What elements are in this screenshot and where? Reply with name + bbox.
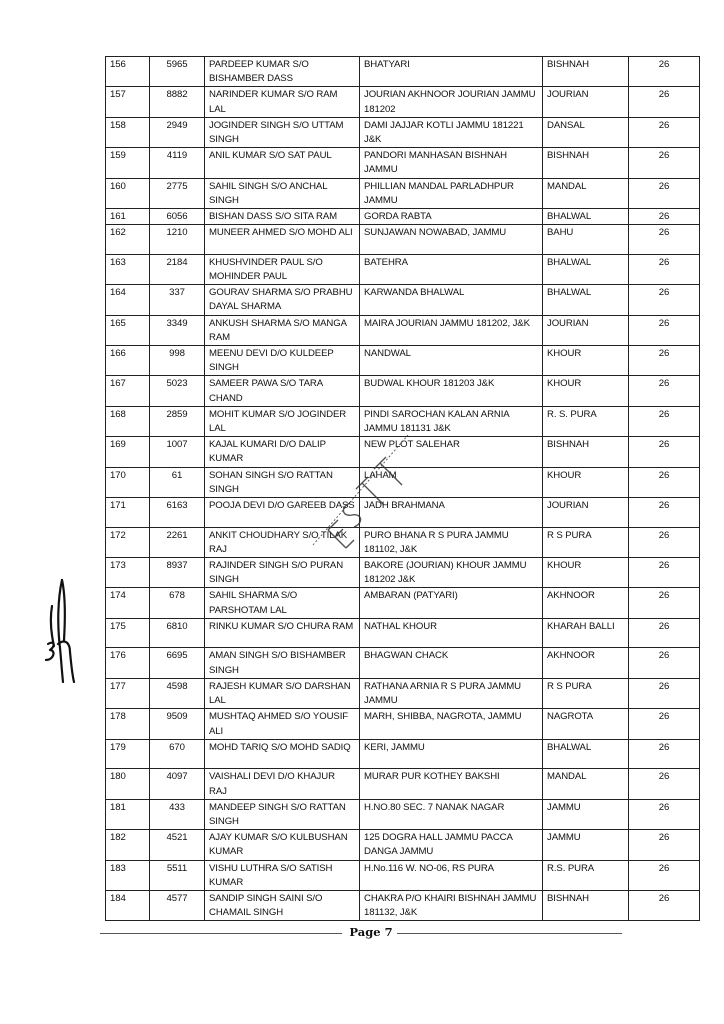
address-cell: BHATYARI: [360, 57, 543, 87]
address-cell: PANDORI MANHASAN BISHNAH JAMMU: [360, 148, 543, 178]
serial-number-cell: 183: [106, 860, 150, 890]
name-cell: NARINDER KUMAR S/O RAM LAL: [205, 87, 360, 117]
footer-rule-right: [397, 933, 622, 934]
block-cell: R S PURA: [543, 678, 629, 708]
name-cell: MOHD TARIQ S/O MOHD SADIQ: [205, 739, 360, 769]
name-cell: MUSHTAQ AHMED S/O YOUSIF ALI: [205, 709, 360, 739]
table-row: [106, 739, 700, 769]
value-cell: 26: [629, 739, 700, 769]
name-cell: POOJA DEVI D/O GAREEB DASS: [205, 498, 360, 528]
block-cell: KHOUR: [543, 346, 629, 376]
value-cell: 26: [629, 588, 700, 618]
id-number-cell: 998: [150, 346, 205, 376]
address-cell: GORDA RABTA: [360, 209, 543, 225]
name-cell: SAMEER PAWA S/O TARA CHAND: [205, 376, 360, 406]
block-cell: KHOUR: [543, 558, 629, 588]
value-cell: 26: [629, 437, 700, 467]
id-number-cell: 670: [150, 739, 205, 769]
table-row: [106, 285, 700, 315]
serial-number-cell: 180: [106, 769, 150, 799]
table-row: [106, 254, 700, 284]
address-cell: PURO BHANA R S PURA JAMMU 181102, J&K: [360, 527, 543, 557]
block-cell: R S PURA: [543, 527, 629, 557]
table-row: [106, 618, 700, 648]
id-number-cell: 4097: [150, 769, 205, 799]
address-cell: MARH, SHIBBA, NAGROTA, JAMMU: [360, 709, 543, 739]
table-row: [106, 588, 700, 618]
block-cell: BHALWAL: [543, 285, 629, 315]
address-cell: NEW PLOT SALEHAR: [360, 437, 543, 467]
value-cell: 26: [629, 558, 700, 588]
serial-number-cell: 168: [106, 406, 150, 436]
table-row: [106, 648, 700, 678]
value-cell: 26: [629, 799, 700, 829]
block-cell: JOURIAN: [543, 498, 629, 528]
serial-number-cell: 158: [106, 117, 150, 147]
table-row: [106, 799, 700, 829]
address-cell: BHAGWAN CHACK: [360, 648, 543, 678]
serial-number-cell: 164: [106, 285, 150, 315]
id-number-cell: 2184: [150, 254, 205, 284]
id-number-cell: 6163: [150, 498, 205, 528]
address-cell: RATHANA ARNIA R S PURA JAMMU JAMMU: [360, 678, 543, 708]
name-cell: RAJINDER SINGH S/O PURAN SINGH: [205, 558, 360, 588]
block-cell: MANDAL: [543, 178, 629, 208]
id-number-cell: 5965: [150, 57, 205, 87]
block-cell: JAMMU: [543, 830, 629, 860]
address-cell: PINDI SAROCHAN KALAN ARNIA JAMMU 181131 J&K: [360, 406, 543, 436]
value-cell: 26: [629, 467, 700, 497]
address-cell: PHILLIAN MANDAL PARLADHPUR JAMMU: [360, 178, 543, 208]
block-cell: AKHNOOR: [543, 648, 629, 678]
id-number-cell: 1007: [150, 437, 205, 467]
table-row: [106, 209, 700, 225]
table-row: [106, 709, 700, 739]
name-cell: GOURAV SHARMA S/O PRABHU DAYAL SHARMA: [205, 285, 360, 315]
serial-number-cell: 157: [106, 87, 150, 117]
id-number-cell: 6695: [150, 648, 205, 678]
address-cell: MURAR PUR KOTHEY BAKSHI: [360, 769, 543, 799]
address-cell: JOURIAN AKHNOOR JOURIAN JAMMU 181202: [360, 87, 543, 117]
value-cell: 26: [629, 346, 700, 376]
value-cell: 26: [629, 57, 700, 87]
block-cell: NAGROTA: [543, 709, 629, 739]
value-cell: 26: [629, 860, 700, 890]
name-cell: MANDEEP SINGH S/O RATTAN SINGH: [205, 799, 360, 829]
table-row: [106, 830, 700, 860]
name-cell: ANKIT CHOUDHARY S/O TILAK RAJ: [205, 527, 360, 557]
block-cell: KHARAH BALLI: [543, 618, 629, 648]
serial-number-cell: 181: [106, 799, 150, 829]
block-cell: AKHNOOR: [543, 588, 629, 618]
page-number: Page 7: [349, 925, 393, 939]
value-cell: 26: [629, 178, 700, 208]
name-cell: SAHIL SINGH S/O ANCHAL SINGH: [205, 178, 360, 208]
name-cell: KAJAL KUMARI D/O DALIP KUMAR: [205, 437, 360, 467]
block-cell: R. S. PURA: [543, 406, 629, 436]
value-cell: 26: [629, 225, 700, 255]
serial-number-cell: 174: [106, 588, 150, 618]
name-cell: BISHAN DASS S/O SITA RAM: [205, 209, 360, 225]
page-footer: [100, 925, 622, 941]
table-row: [106, 860, 700, 890]
name-cell: MUNEER AHMED S/O MOHD ALI: [205, 225, 360, 255]
serial-number-cell: 178: [106, 709, 150, 739]
id-number-cell: 4577: [150, 890, 205, 920]
name-cell: MOHIT KUMAR S/O JOGINDER LAL: [205, 406, 360, 436]
name-cell: AMAN SINGH S/O BISHAMBER SINGH: [205, 648, 360, 678]
footer-rule-left: [100, 933, 342, 934]
block-cell: BISHNAH: [543, 890, 629, 920]
value-cell: 26: [629, 830, 700, 860]
table-row: [106, 57, 700, 87]
value-cell: 26: [629, 148, 700, 178]
block-cell: JAMMU: [543, 799, 629, 829]
value-cell: 26: [629, 648, 700, 678]
block-cell: MANDAL: [543, 769, 629, 799]
address-cell: BUDWAL KHOUR 181203 J&K: [360, 376, 543, 406]
id-number-cell: 6056: [150, 209, 205, 225]
value-cell: 26: [629, 254, 700, 284]
value-cell: 26: [629, 117, 700, 147]
address-cell: DAMI JAJJAR KOTLI JAMMU 181221 J&K: [360, 117, 543, 147]
serial-number-cell: 156: [106, 57, 150, 87]
name-cell: ANIL KUMAR S/O SAT PAUL: [205, 148, 360, 178]
table-row: [106, 225, 700, 255]
value-cell: 26: [629, 890, 700, 920]
serial-number-cell: 169: [106, 437, 150, 467]
address-cell: H.No.116 W. NO-06, RS PURA: [360, 860, 543, 890]
address-cell: CHAKRA P/O KHAIRI BISHNAH JAMMU 181132, J&K: [360, 890, 543, 920]
address-cell: JADH BRAHMANA: [360, 498, 543, 528]
serial-number-cell: 161: [106, 209, 150, 225]
value-cell: 26: [629, 209, 700, 225]
serial-number-cell: 179: [106, 739, 150, 769]
serial-number-cell: 166: [106, 346, 150, 376]
name-cell: VAISHALI DEVI D/O KHAJUR RAJ: [205, 769, 360, 799]
name-cell: ANKUSH SHARMA S/O MANGA RAM: [205, 315, 360, 345]
handwritten-signature: [40, 578, 80, 683]
name-cell: AJAY KUMAR S/O KULBUSHAN KUMAR: [205, 830, 360, 860]
address-cell: NANDWAL: [360, 346, 543, 376]
table-row: [106, 117, 700, 147]
id-number-cell: 6810: [150, 618, 205, 648]
serial-number-cell: 160: [106, 178, 150, 208]
id-number-cell: 4521: [150, 830, 205, 860]
value-cell: 26: [629, 527, 700, 557]
name-cell: RINKU KUMAR S/O CHURA RAM: [205, 618, 360, 648]
id-number-cell: 1210: [150, 225, 205, 255]
id-number-cell: 9509: [150, 709, 205, 739]
id-number-cell: 3349: [150, 315, 205, 345]
id-number-cell: 5511: [150, 860, 205, 890]
block-cell: BAHU: [543, 225, 629, 255]
id-number-cell: 678: [150, 588, 205, 618]
address-cell: KERI, JAMMU: [360, 739, 543, 769]
id-number-cell: 61: [150, 467, 205, 497]
block-cell: BHALWAL: [543, 739, 629, 769]
block-cell: BISHNAH: [543, 148, 629, 178]
name-cell: JOGINDER SINGH S/O UTTAM SINGH: [205, 117, 360, 147]
serial-number-cell: 182: [106, 830, 150, 860]
block-cell: BHALWAL: [543, 254, 629, 284]
block-cell: BISHNAH: [543, 57, 629, 87]
diagonal-stamp-mark: [298, 425, 418, 555]
value-cell: 26: [629, 406, 700, 436]
id-number-cell: 8882: [150, 87, 205, 117]
serial-number-cell: 159: [106, 148, 150, 178]
name-cell: SANDIP SINGH SAINI S/O CHAMAIL SINGH: [205, 890, 360, 920]
address-cell: KARWANDA BHALWAL: [360, 285, 543, 315]
block-cell: BHALWAL: [543, 209, 629, 225]
address-cell: SUNJAWAN NOWABAD, JAMMU: [360, 225, 543, 255]
block-cell: R.S. PURA: [543, 860, 629, 890]
serial-number-cell: 162: [106, 225, 150, 255]
serial-number-cell: 176: [106, 648, 150, 678]
block-cell: KHOUR: [543, 376, 629, 406]
table-row: [106, 148, 700, 178]
block-cell: JOURIAN: [543, 87, 629, 117]
id-number-cell: 5023: [150, 376, 205, 406]
address-cell: MAIRA JOURIAN JAMMU 181202, J&K: [360, 315, 543, 345]
block-cell: BISHNAH: [543, 437, 629, 467]
value-cell: 26: [629, 769, 700, 799]
table-row: [106, 87, 700, 117]
name-cell: VISHU LUTHRA S/O SATISH KUMAR: [205, 860, 360, 890]
table-row: [106, 346, 700, 376]
id-number-cell: 433: [150, 799, 205, 829]
name-cell: MEENU DEVI D/O KULDEEP SINGH: [205, 346, 360, 376]
serial-number-cell: 175: [106, 618, 150, 648]
value-cell: 26: [629, 285, 700, 315]
table-row: [106, 315, 700, 345]
value-cell: 26: [629, 678, 700, 708]
id-number-cell: 337: [150, 285, 205, 315]
address-cell: BAKORE (JOURIAN) KHOUR JAMMU 181202 J&K: [360, 558, 543, 588]
serial-number-cell: 163: [106, 254, 150, 284]
value-cell: 26: [629, 709, 700, 739]
block-cell: KHOUR: [543, 467, 629, 497]
name-cell: RAJESH KUMAR S/O DARSHAN LAL: [205, 678, 360, 708]
id-number-cell: 2261: [150, 527, 205, 557]
table-row: [106, 769, 700, 799]
address-cell: LAHAM: [360, 467, 543, 497]
id-number-cell: 4119: [150, 148, 205, 178]
value-cell: 26: [629, 87, 700, 117]
serial-number-cell: 172: [106, 527, 150, 557]
serial-number-cell: 184: [106, 890, 150, 920]
name-cell: SOHAN SINGH S/O RATTAN SINGH: [205, 467, 360, 497]
address-cell: NATHAL KHOUR: [360, 618, 543, 648]
table-row: [106, 178, 700, 208]
value-cell: 26: [629, 498, 700, 528]
address-cell: 125 DOGRA HALL JAMMU PACCA DANGA JAMMU: [360, 830, 543, 860]
serial-number-cell: 177: [106, 678, 150, 708]
table-row: [106, 678, 700, 708]
id-number-cell: 2949: [150, 117, 205, 147]
id-number-cell: 2859: [150, 406, 205, 436]
serial-number-cell: 171: [106, 498, 150, 528]
id-number-cell: 2775: [150, 178, 205, 208]
address-cell: BATEHRA: [360, 254, 543, 284]
value-cell: 26: [629, 618, 700, 648]
table-row: [106, 890, 700, 920]
table-row: [106, 558, 700, 588]
address-cell: H.NO.80 SEC. 7 NANAK NAGAR: [360, 799, 543, 829]
serial-number-cell: 165: [106, 315, 150, 345]
id-number-cell: 8937: [150, 558, 205, 588]
block-cell: DANSAL: [543, 117, 629, 147]
value-cell: 26: [629, 315, 700, 345]
value-cell: 26: [629, 376, 700, 406]
name-cell: SAHIL SHARMA S/O PARSHOTAM LAL: [205, 588, 360, 618]
serial-number-cell: 167: [106, 376, 150, 406]
id-number-cell: 4598: [150, 678, 205, 708]
table-row: [106, 376, 700, 406]
address-cell: AMBARAN (PATYARI): [360, 588, 543, 618]
name-cell: PARDEEP KUMAR S/O BISHAMBER DASS: [205, 57, 360, 87]
serial-number-cell: 170: [106, 467, 150, 497]
name-cell: KHUSHVINDER PAUL S/O MOHINDER PAUL: [205, 254, 360, 284]
serial-number-cell: 173: [106, 558, 150, 588]
block-cell: JOURIAN: [543, 315, 629, 345]
